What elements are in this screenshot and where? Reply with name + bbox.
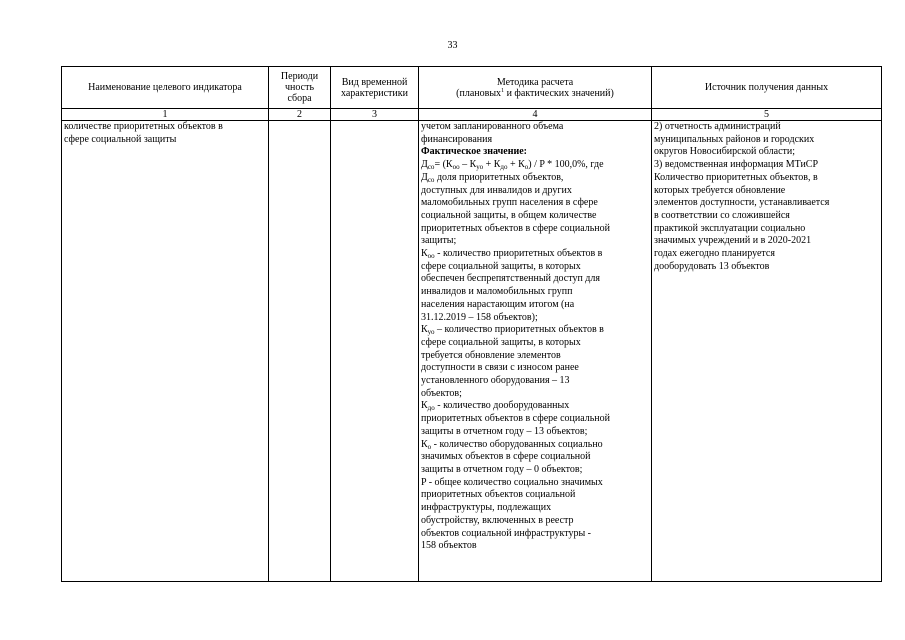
definition-line: обустройству, включенных в реестр xyxy=(421,514,574,526)
header-method xyxy=(419,67,652,109)
cell-line: финансирования xyxy=(421,133,493,145)
definition-line xyxy=(421,248,649,261)
header-method-text: (плановых xyxy=(456,87,502,99)
definition-line: защиты в отчетном году – 0 объектов; xyxy=(421,463,583,475)
cell-line: дооборудовать 13 объектов xyxy=(654,260,770,272)
cell-line: которых требуется обновление xyxy=(654,184,786,196)
definition-line: приоритетных объектов социальной xyxy=(421,489,576,501)
definition-line: требуется обновление элементов xyxy=(421,349,561,361)
header-source: Источник получения данных xyxy=(652,67,882,109)
column-number-row xyxy=(62,109,882,121)
header-method-line xyxy=(421,88,649,99)
definition-line xyxy=(421,439,649,452)
header-method-text: и фактических значений) xyxy=(504,87,614,99)
formula-sub: уо xyxy=(476,163,484,172)
cell-line: в соответствии со сложившейся xyxy=(654,209,790,221)
definition-text: доля приоритетных объектов, xyxy=(434,171,564,183)
symbol-sub: со xyxy=(427,175,435,184)
formula-sub: оо xyxy=(452,163,460,172)
header-period-line: чность xyxy=(285,82,314,93)
time-characteristic-cell xyxy=(331,121,419,582)
formula-part: ) / P * 100,0%, где xyxy=(528,159,604,171)
formula-part: + К xyxy=(483,159,501,171)
column-number: 5 xyxy=(652,109,882,121)
indicator-table xyxy=(61,66,882,582)
column-number: 2 xyxy=(269,109,331,121)
header-time-line: характеристики xyxy=(340,87,408,99)
header-time-characteristic xyxy=(331,67,419,109)
definition-text: - количество дооборудованных xyxy=(434,400,570,412)
column-number: 1 xyxy=(62,109,269,121)
definition-text: - количество приоритетных объектов в xyxy=(434,248,603,260)
definition-line: защиты; xyxy=(421,235,457,247)
formula-part: – К xyxy=(459,159,477,171)
formula xyxy=(421,159,649,172)
cell-line: значимых учреждений и в 2020-2021 xyxy=(654,235,812,247)
symbol-sub: уо xyxy=(427,328,435,337)
symbol-sub: до xyxy=(427,404,435,413)
definition-line: 158 объектов xyxy=(421,540,477,552)
header-period xyxy=(269,67,331,109)
formula-part: = (К xyxy=(434,159,453,171)
formula-part: Д xyxy=(421,159,428,171)
cell-line: 2) отчетность администраций xyxy=(654,121,781,132)
definition-line: сфере социальной защиты, в которых xyxy=(421,336,581,348)
symbol: К xyxy=(421,438,428,450)
column-number: 3 xyxy=(331,109,419,121)
actual-value-label xyxy=(421,146,649,159)
symbol-sub: о xyxy=(427,442,432,451)
definition-line xyxy=(421,324,649,337)
definition-text: – количество приоритетных объектов в xyxy=(434,324,604,336)
header-period-line: сбора xyxy=(287,93,312,104)
table-row xyxy=(62,121,882,582)
symbol-sub: оо xyxy=(427,252,435,261)
header-indicator-name: Наименование целевого индикатора xyxy=(62,67,269,109)
definition-line: объектов; xyxy=(421,387,462,399)
definition-line: 31.12.2019 – 158 объектов); xyxy=(421,311,538,323)
method-cell xyxy=(419,121,652,582)
footnote-marker: 1 xyxy=(501,87,505,94)
definition-line xyxy=(421,172,649,185)
definition-line: доступных для инвалидов и других xyxy=(421,184,572,196)
definition-line: значимых объектов в сфере социальной xyxy=(421,451,591,463)
indicator-name-cell xyxy=(62,121,269,582)
header-time-line: Вид временной xyxy=(341,76,408,88)
actual-value-label-text: Фактическое значение: xyxy=(421,146,527,158)
definition-line: инвалидов и маломобильных групп xyxy=(421,286,573,298)
formula-part: + К xyxy=(507,159,525,171)
definition-line: социальной защиты, в общем количестве xyxy=(421,209,597,221)
definition-line: защиты в отчетном году – 13 объектов; xyxy=(421,425,588,437)
formula-sub: о xyxy=(524,163,529,172)
cell-line: округов Новосибирской области; xyxy=(654,146,796,158)
header-period-line: Периоди xyxy=(280,71,319,82)
cell-line: элементов доступности, устанавливается xyxy=(654,197,830,209)
definition-line: маломобильных групп населения в сфере xyxy=(421,197,598,209)
definition-line: объектов социальной инфраструктуры - xyxy=(421,527,591,539)
definition-line: P - общее количество социально значимых xyxy=(421,476,603,488)
definition-line: обеспечен беспрепятственный доступ для xyxy=(421,273,600,285)
cell-line: количестве приоритетных объектов в xyxy=(64,121,223,132)
definition-line: населения нарастающим итогом (на xyxy=(421,298,575,310)
formula-sub: до xyxy=(500,163,508,172)
page-number: 33 xyxy=(447,40,458,51)
definition-line: инфраструктуры, подлежащих xyxy=(421,502,552,514)
cell-line: муниципальных районов и городских xyxy=(654,133,815,145)
symbol: К xyxy=(421,324,428,336)
definition-line: приоритетных объектов в сфере социальной xyxy=(421,413,610,425)
column-number: 4 xyxy=(419,109,652,121)
definition-line: сфере социальной защиты, в которых xyxy=(421,260,581,272)
source-cell xyxy=(652,121,882,582)
cell-line: 3) ведомственная информация МТиСР xyxy=(654,159,819,171)
formula-sub: со xyxy=(427,163,435,172)
header-method-line: Методика расчета xyxy=(496,76,574,88)
cell-line: Количество приоритетных объектов, в xyxy=(654,171,818,183)
header-row xyxy=(62,67,882,109)
cell-line: практикой эксплуатации социально xyxy=(654,222,806,234)
definition-text: - количество оборудованных социально xyxy=(431,438,603,450)
definition-line xyxy=(421,400,649,413)
definition-line: приоритетных объектов в сфере социальной xyxy=(421,222,610,234)
definitions xyxy=(421,172,649,553)
cell-line: сфере социальной защиты xyxy=(64,133,177,145)
symbol: К xyxy=(421,400,428,412)
cell-line: учетом запланированного объема xyxy=(421,121,564,132)
definition-line: установленного оборудования – 13 xyxy=(421,375,570,387)
symbol: Д xyxy=(421,171,428,183)
symbol: К xyxy=(421,248,428,260)
definition-line: доступности в связи с износом ранее xyxy=(421,362,579,374)
period-cell xyxy=(269,121,331,582)
cell-line: годах ежегодно планируется xyxy=(654,248,775,260)
